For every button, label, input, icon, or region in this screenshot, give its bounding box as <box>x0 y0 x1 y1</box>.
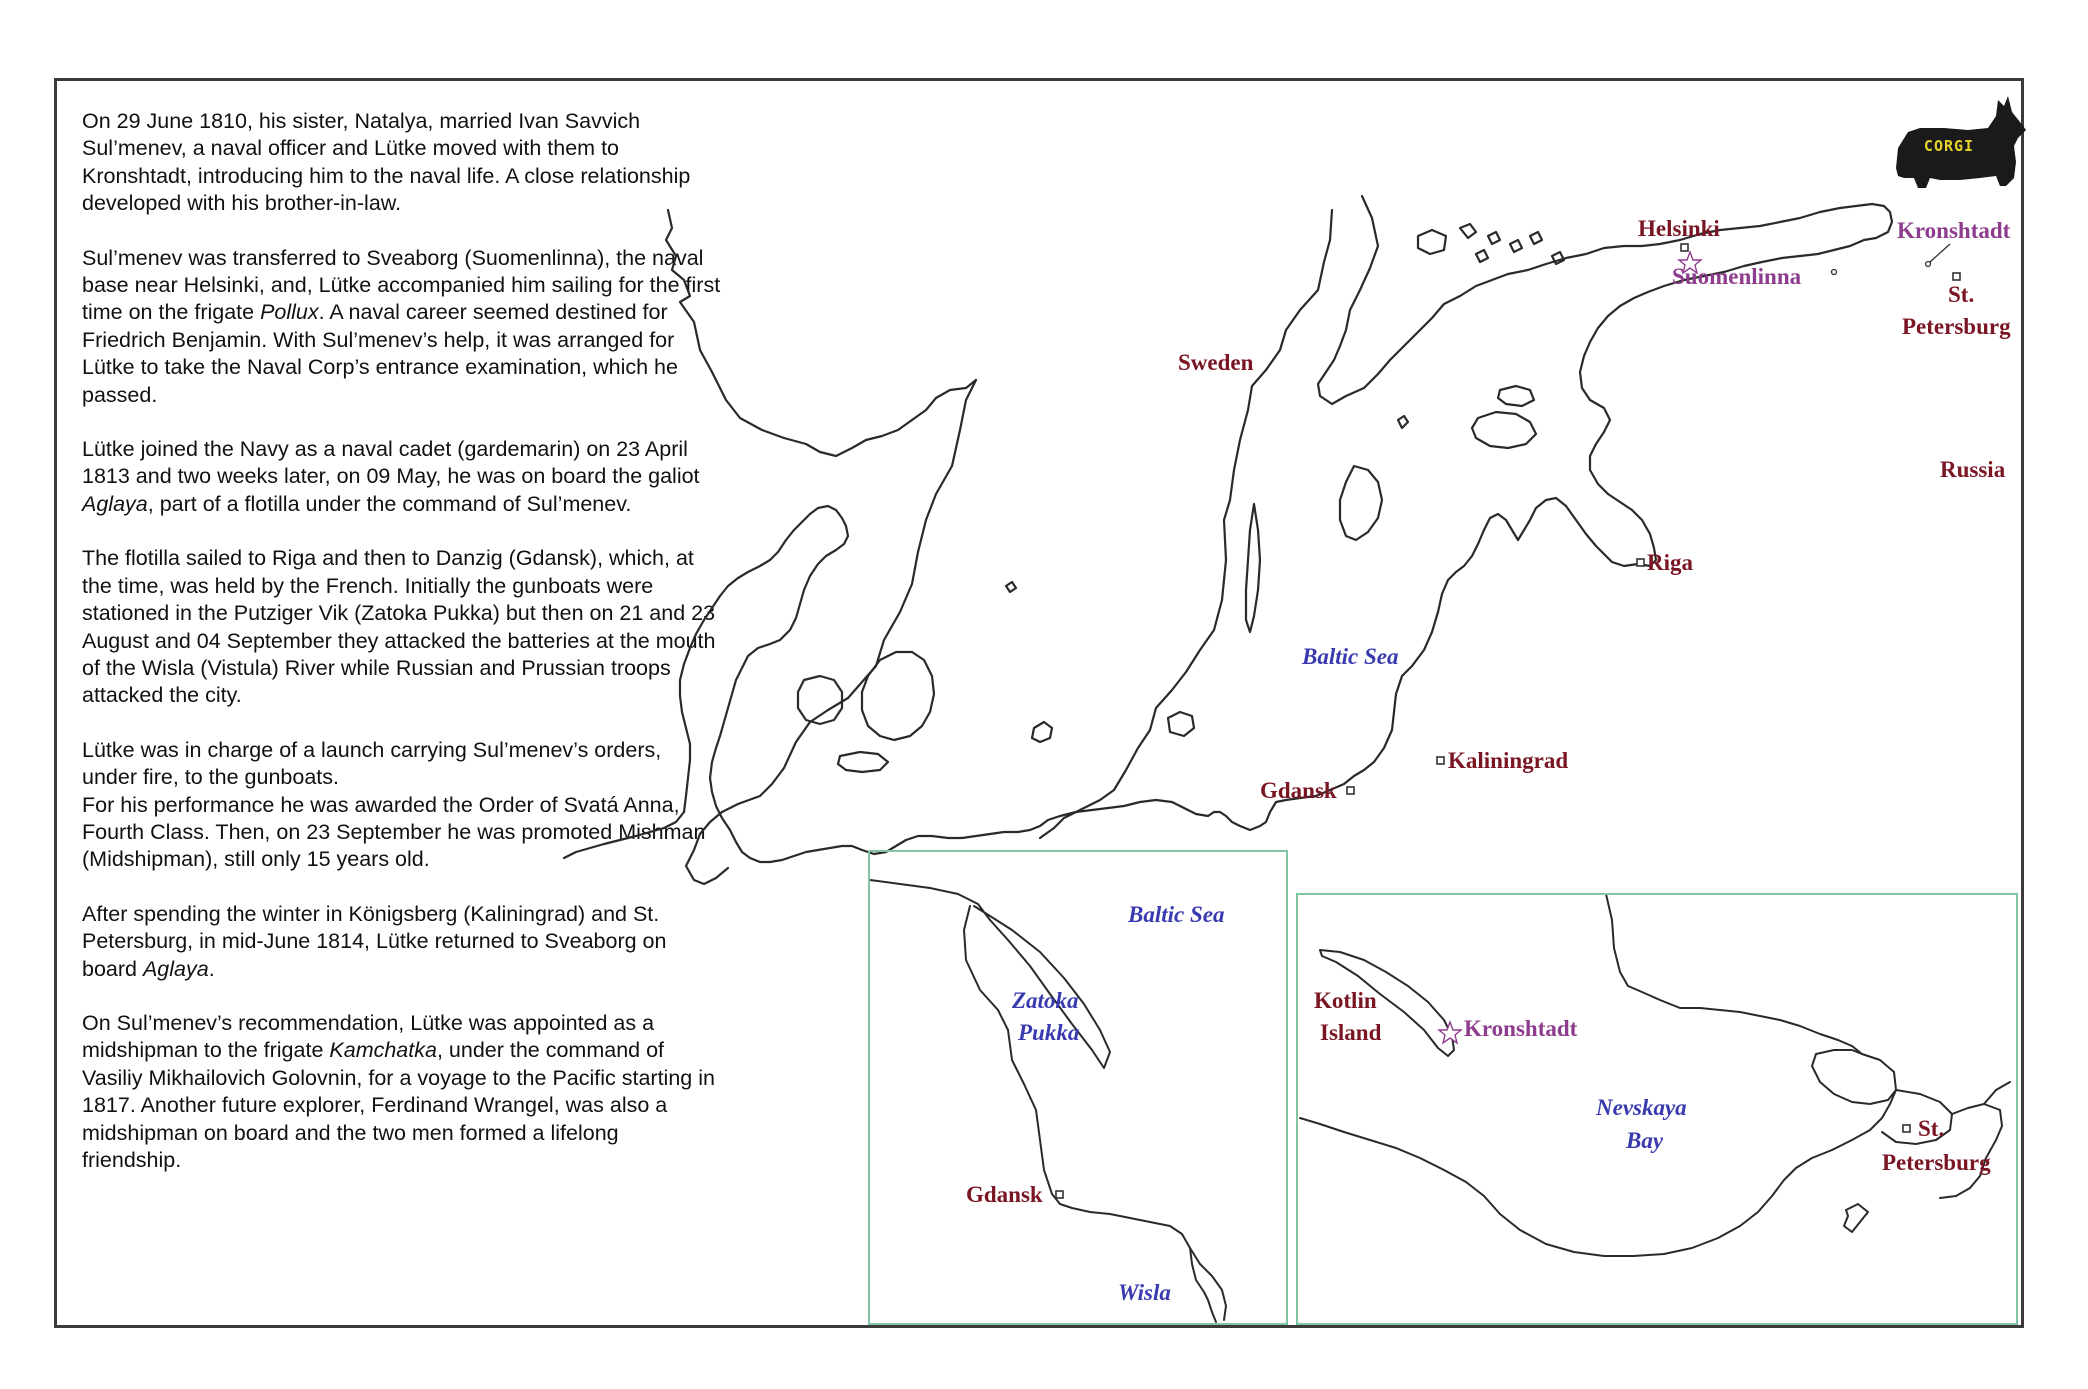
coast-bothnia-east <box>1318 196 1378 404</box>
island-funen <box>798 676 842 724</box>
ship-name-kamchatka: Kamchatka <box>329 1038 437 1063</box>
label-baltic-sea: Baltic Sea <box>1302 644 1399 669</box>
coast-finland <box>1364 204 1892 388</box>
pointer-kronshtadt <box>1930 244 1950 262</box>
island-aland-2 <box>1460 224 1476 238</box>
island-aland-5 <box>1530 232 1542 244</box>
coast-sweden <box>722 380 976 812</box>
label-gdansk: Gdansk <box>1260 778 1337 803</box>
label-kotlin-line-1: Kotlin <box>1314 988 1377 1013</box>
label-nevskaya-line-2: Bay <box>1626 1128 1664 1153</box>
label-sweden: Sweden <box>1178 350 1254 375</box>
paragraph-1-text: On 29 June 1810, his sister, Natalya, married Ivan Savvich Sul’menev, a naval officer and Lütke moved with them to Kronshtadt, introducing him to the naval life. A close relationship developed with his brother-in-law. <box>82 109 691 216</box>
marker-riga <box>1637 559 1644 566</box>
logo <box>1886 90 2024 194</box>
label-kaliningrad: Kaliningrad <box>1448 748 1569 773</box>
paragraph-5-text-b: For his performance he was awarded the Order of Svatá Anna, Fourth Class. Then, on 23 September he was promoted Mishman (Midshipman), still only 15 years old. <box>82 792 706 872</box>
inset-gdansk-frame <box>868 850 1288 1325</box>
marker-kronshtadt-dot <box>1926 262 1931 267</box>
marker-st-petersburg <box>1953 273 1960 280</box>
paragraph-7-text-b: , under the command of Vasiliy Mikhailovich Golovnin, for a voyage to the Pacific starting in 1817. Another future explorer, Ferdinand Wrangel, was also a midshipman on board and the two men formed a lifelong friendship. <box>82 1038 715 1172</box>
paragraph-2-text-a: Sul’menev was transferred to Sveaborg (Suomenlinna), the naval base near Helsinki, and, Lütke accompanied him sailing for the first time on the frigate <box>82 245 721 325</box>
label-suomenlinna: Suomenlinna <box>1672 264 1802 289</box>
label-inset-st-petersburg-line-2: Petersburg <box>1882 1150 1991 1175</box>
island-small-2 <box>1006 582 1016 592</box>
label-zatoka: Zatoka <box>1012 988 1079 1013</box>
island-gotland <box>1340 466 1382 540</box>
label-kronshtadt: Kronshtadt <box>1897 218 2011 243</box>
coast-sweden-west <box>686 812 728 884</box>
paragraph-6-text-a: After spending the winter in Königsberg (Kaliningrad) and St. Petersburg, in mid-June 1814, Lütke returned to Sveaborg on board <box>82 901 667 981</box>
island-small-1 <box>1398 416 1408 428</box>
label-riga: Riga <box>1647 550 1693 575</box>
label-st-petersburg-line-2: Petersburg <box>1902 314 2011 339</box>
label-nevskaya-line-1: Nevskaya <box>1596 1095 1687 1120</box>
logo-text: CORGI <box>1920 136 1978 156</box>
label-helsinki: Helsinki <box>1638 216 1720 241</box>
label-inset-baltic-sea: Baltic Sea <box>1128 902 1225 927</box>
label-kotlin-line-2: Island <box>1320 1020 1382 1045</box>
paragraph-3-text-b: , part of a flotilla under the command of Sul’menev. <box>147 491 632 516</box>
marker-kaliningrad <box>1437 757 1444 764</box>
label-inset-kronshtadt: Kronshtadt <box>1464 1016 1578 1041</box>
label-pukka: Pukka <box>1018 1020 1080 1045</box>
paragraph-5-text-a: Lütke was in charge of a launch carrying Sul’menev’s orders, under fire, to the gunboats. <box>82 737 662 790</box>
paragraph-7-text-a: On Sul’menev’s recommendation, Lütke was appointed as a midshipman to the frigate <box>82 1010 655 1063</box>
ship-name-pollux: Pollux <box>260 300 319 325</box>
coast-bothnia-west <box>1040 210 1332 838</box>
ship-name-aglaya-2: Aglaya <box>142 956 209 981</box>
paragraph-3-text-a: Lütke joined the Navy as a naval cadet (gardemarin) on 23 April 1813 and two weeks later, on 09 May, he was on board the galiot <box>82 437 700 489</box>
label-inset-gdansk: Gdansk <box>966 1182 1043 1207</box>
island-aland-1 <box>1418 230 1446 254</box>
label-st-petersburg-line-1: St. <box>1948 282 1975 307</box>
island-hiiumaa <box>1498 386 1534 406</box>
coast-norway <box>666 210 976 456</box>
island-bornholm <box>1032 722 1052 742</box>
coast-riga <box>1438 498 1638 612</box>
island-saaremaa <box>1472 412 1536 448</box>
island-lolland <box>838 752 888 772</box>
island-zealand <box>862 652 934 740</box>
island-aland-6 <box>1476 250 1488 262</box>
marker-helsinki <box>1681 244 1688 251</box>
paragraph-4-text: The flotilla sailed to Riga and then to Danzig (Gdansk), which, at the time, was held by the French. Initially the gunboats were stationed in the Putziger Vik (Zatoka Pukka) but then on 21 and 23 August and 04 September they attacked the batteries at the mouth of the Wisla (Vistula) River while Russian and Prussian troops attacked the city. <box>82 546 716 708</box>
island-aland-3 <box>1488 232 1500 244</box>
paragraph-2-text-b: . A naval career seemed destined for Friedrich Benjamin. With Sul’menev’s help, it was arranged for Lütke to take the Naval Corp’s entrance examination, which he passed. <box>82 300 678 407</box>
paragraph-6-text-b: . <box>208 956 215 981</box>
island-rugen <box>1168 712 1194 736</box>
island-oland <box>1246 504 1260 632</box>
coast-germany <box>564 812 684 858</box>
label-inset-st-petersburg-line-1: St. <box>1918 1116 1945 1141</box>
marker-suomenlinna-dot <box>1832 270 1837 275</box>
ship-name-aglaya: Aglaya <box>82 491 148 516</box>
label-russia: Russia <box>1940 457 2006 482</box>
coast-denmark <box>680 506 848 862</box>
marker-gdansk <box>1347 787 1354 794</box>
island-aland-4 <box>1510 240 1522 252</box>
label-wisla: Wisla <box>1118 1280 1171 1305</box>
